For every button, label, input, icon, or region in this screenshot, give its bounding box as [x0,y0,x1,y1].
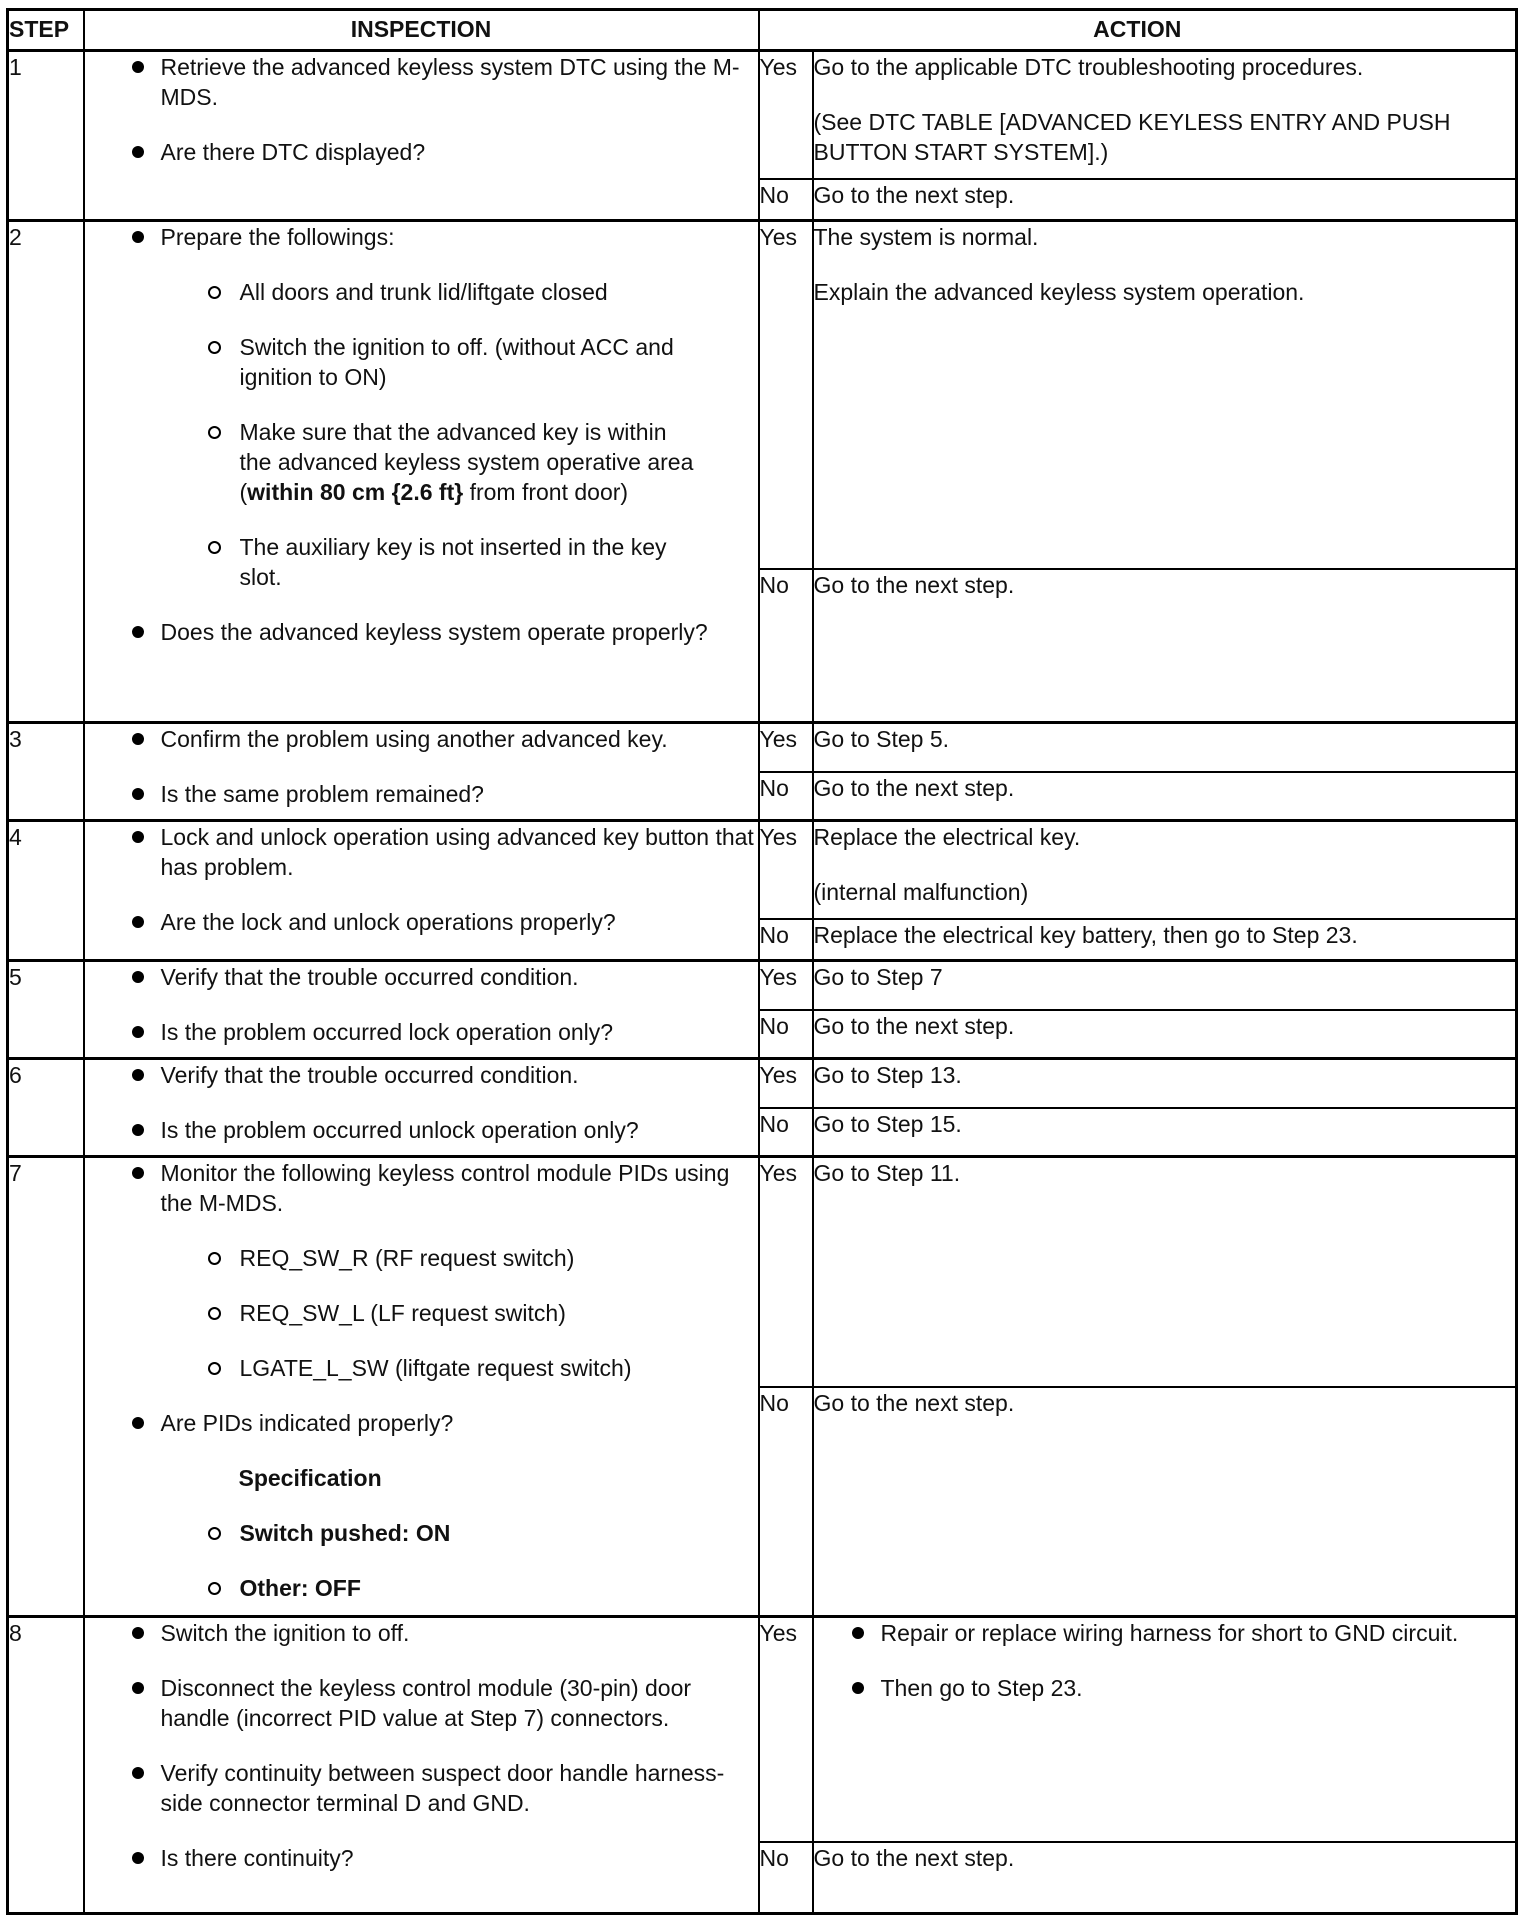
yes-action [813,961,1517,1010]
yes-action [813,1157,1517,1387]
step-number: 2 [8,221,84,723]
step-number: 8 [8,1617,84,1914]
bullet-icon [132,1167,144,1179]
inspection-text: Confirm the problem using another advanced key. [160,726,668,752]
inspection-text: Is the problem occurred unlock operation only? [160,1117,639,1143]
inspection-text: Are there DTC displayed? [160,139,426,165]
inspection-text: Switch the ignition to off. [160,1620,410,1646]
action-text: Go to the next step. [813,181,1015,208]
action-text: Go to Step 15. [813,1110,962,1137]
no-action [813,1842,1517,1914]
sub-bullet-icon [208,1582,221,1595]
bullet-icon [132,231,144,243]
action-text: Replace the electrical key battery, then go to Step 23. [813,921,1358,948]
step-number: 3 [8,723,84,821]
bullet-icon [132,788,144,800]
bullet-icon [132,146,144,158]
bullet-icon [132,1417,144,1429]
action-text: Replace the electrical key. [813,824,1081,850]
sub-bullet-icon [208,1252,221,1265]
inspection-text: Lock and unlock operation using advanced key button that has problem. [160,824,754,880]
header-inspection: INSPECTION [84,10,759,51]
sub-bullet-icon [208,1527,221,1540]
step-4-yes-row [8,821,1517,919]
yes-label: Yes [759,1059,813,1108]
sub-bullet-icon [208,541,221,554]
action-text: Go to the next step. [813,1844,1015,1871]
inspection-text: Does the advanced keyless system operate properly? [160,619,708,645]
step-number: 5 [8,961,84,1059]
yes-label: Yes [759,961,813,1010]
specification-heading: Specification [238,1465,382,1491]
header-action: ACTION [759,10,1517,51]
action-text: Go to the next step. [813,1389,1015,1416]
yes-action [813,1059,1517,1108]
step-5-inspection [84,961,759,1059]
bullet-icon [132,1124,144,1136]
step-6-yes-row [8,1059,1517,1108]
inspection-text: Is there continuity? [160,1845,354,1871]
sub-bullet-icon [208,1362,221,1375]
no-label: No [759,919,813,961]
action-text: (See DTC TABLE [ADVANCED KEYLESS ENTRY AND PUSH BUTTON START SYSTEM].) [813,109,1451,165]
inspection-text: Retrieve the advanced keyless system DTC using the M-MDS. [160,54,740,110]
inspection-subtext: The auxiliary key is not inserted in the key slot. [239,534,667,590]
bullet-icon [132,916,144,928]
no-label: No [759,569,813,723]
inspection-text: Monitor the following keyless control module PIDs using the M-MDS. [160,1160,730,1216]
step-7-yes-row [8,1157,1517,1387]
yes-action [813,221,1517,569]
no-action [813,772,1517,821]
step-8-yes-row [8,1617,1517,1842]
step-7-inspection [84,1157,759,1617]
bullet-icon [852,1627,864,1639]
step-8-inspection [84,1617,759,1914]
sub-bullet-icon [208,1307,221,1320]
bullet-icon [132,733,144,745]
inspection-text: Disconnect the keyless control module (30-pin) door handle (incorrect PID value at Step 7) connectors. [160,1675,692,1731]
yes-label: Yes [759,723,813,772]
subtext-emphasis: within 80 cm {2.6 ft} [247,479,464,505]
step-6-inspection [84,1059,759,1157]
yes-label: Yes [759,51,813,179]
sub-bullet-icon [208,426,221,439]
troubleshooting-table [6,8,1518,1915]
inspection-subtext: All doors and trunk lid/liftgate closed [239,279,608,305]
action-text: Go to the applicable DTC troubleshooting procedures. [813,54,1364,80]
no-label: No [759,1108,813,1157]
step-number: 1 [8,51,84,221]
action-text: Go to Step 5. [813,726,950,752]
action-text: Go to Step 7 [813,964,943,990]
header-step: STEP [8,10,84,51]
subtext-part: from front door) [463,479,629,505]
header-row [8,10,1517,51]
no-label: No [759,772,813,821]
no-action [813,1108,1517,1157]
inspection-text: Verify that the trouble occurred condition. [160,1062,579,1088]
inspection-subtext [240,417,758,507]
inspection-subtext: LGATE_L_SW (liftgate request switch) [239,1355,632,1381]
no-action [813,919,1517,961]
step-1-inspection [84,51,759,221]
step-number: 4 [8,821,84,961]
action-text: Go to Step 11. [813,1160,961,1186]
action-text: Go to the next step. [813,571,1015,598]
step-2-yes-row [8,221,1517,569]
yes-label: Yes [759,821,813,919]
step-number: 7 [8,1157,84,1617]
yes-label: Yes [759,1617,813,1842]
inspection-text: Verify continuity between suspect door handle harness-side connector terminal D and GND. [160,1760,725,1816]
no-action [813,1387,1517,1617]
yes-label: Yes [759,1157,813,1387]
no-action [813,1010,1517,1059]
specification-item: Switch pushed: ON [239,1520,451,1546]
step-3-yes-row [8,723,1517,772]
step-1-yes-row [8,51,1517,179]
bullet-icon [132,1767,144,1779]
inspection-text: Is the same problem remained? [160,781,484,807]
bullet-icon [852,1682,864,1694]
action-text: Then go to Step 23. [880,1675,1083,1701]
no-action [813,179,1517,221]
sub-bullet-icon [208,341,221,354]
action-text: (internal malfunction) [813,879,1029,905]
yes-action [813,821,1517,919]
action-text: Go to the next step. [813,1012,1015,1039]
action-text: Go to Step 13. [813,1062,962,1088]
no-action [813,569,1517,723]
bullet-icon [132,1627,144,1639]
inspection-text: Are PIDs indicated properly? [160,1410,454,1436]
specification-item: Other: OFF [239,1575,361,1601]
no-label: No [759,1842,813,1914]
no-label: No [759,179,813,221]
no-label: No [759,1010,813,1059]
inspection-text: Are the lock and unlock operations properly? [160,909,616,935]
bullet-icon [132,626,144,638]
bullet-icon [132,61,144,73]
yes-action [813,51,1517,179]
inspection-text: Verify that the trouble occurred condition. [160,964,579,990]
action-text: Repair or replace wiring harness for short to GND circuit. [880,1620,1459,1646]
bullet-icon [132,971,144,983]
yes-label: Yes [759,221,813,569]
action-text: Go to the next step. [813,774,1015,801]
bullet-icon [132,1069,144,1081]
step-2-inspection [84,221,759,723]
sub-bullet-icon [208,286,221,299]
action-text: The system is normal. [813,224,1039,250]
no-label: No [759,1387,813,1617]
inspection-text: Is the problem occurred lock operation only? [160,1019,614,1045]
inspection-subtext: REQ_SW_R (RF request switch) [239,1245,575,1271]
action-text: Explain the advanced keyless system operation. [813,279,1305,305]
bullet-icon [132,831,144,843]
step-5-yes-row [8,961,1517,1010]
bullet-icon [132,1682,144,1694]
step-number: 6 [8,1059,84,1157]
bullet-icon [132,1026,144,1038]
yes-action [813,723,1517,772]
inspection-subtext: Switch the ignition to off. (without ACC and ignition to ON) [239,334,674,390]
inspection-subtext: REQ_SW_L (LF request switch) [239,1300,566,1326]
inspection-text: Prepare the followings: [160,224,395,250]
subtext-part: Make sure that the advanced key is within the advanced keyless system operative area ( [239,419,694,505]
bullet-icon [132,1852,144,1864]
yes-action [813,1617,1517,1842]
step-4-inspection [84,821,759,961]
step-3-inspection [84,723,759,821]
